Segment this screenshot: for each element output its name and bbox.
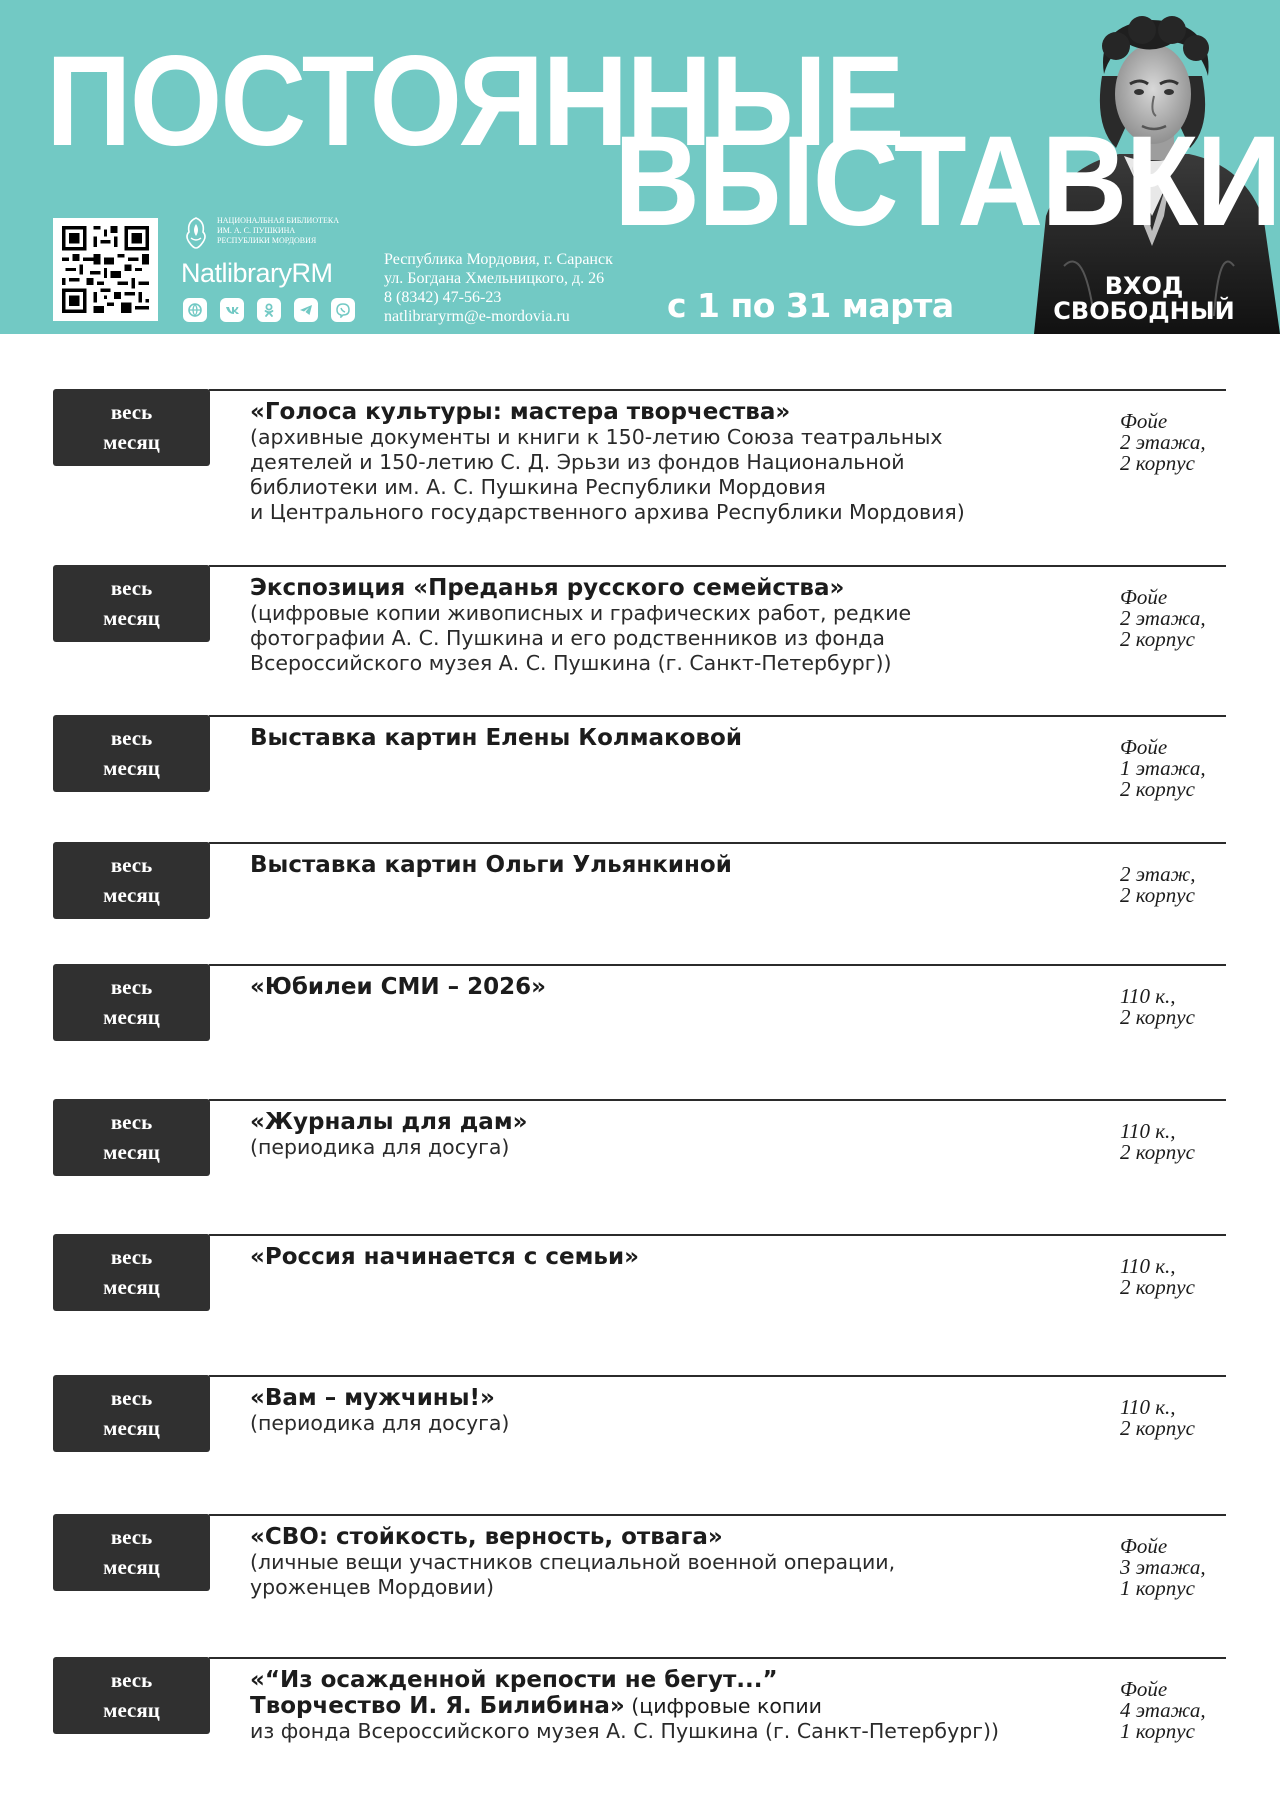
title-line: «Голоса культуры: мастера творчества»	[250, 399, 791, 425]
exhibition-description	[250, 425, 1110, 525]
badge-line: месяц	[103, 1416, 160, 1440]
item-divider	[209, 842, 1226, 844]
ok-icon[interactable]	[257, 298, 281, 322]
badge-line: месяц	[103, 430, 160, 454]
item-divider	[209, 1099, 1226, 1101]
period-badge	[53, 1657, 210, 1734]
location-line: 1 этажа,	[1120, 756, 1206, 780]
location-line: 2 этажа,	[1120, 606, 1206, 630]
exhibition-description	[250, 1411, 1110, 1436]
badge-line: весь	[110, 975, 153, 999]
title-line: Экспозиция «Преданья русского семейства»	[250, 575, 845, 601]
exhibition-title	[250, 1524, 1110, 1550]
description-line: и Центрального государственного архива Республики Мордовия)	[250, 500, 965, 524]
period-badge	[53, 1099, 210, 1176]
location-line: 110 к.,	[1120, 1119, 1176, 1143]
title-line: «Вам – мужчины!»	[250, 1385, 495, 1411]
exhibition-location	[1120, 587, 1230, 650]
exhibition-title	[250, 852, 1110, 878]
location-line: 2 корпус	[1120, 777, 1195, 801]
badge-line: весь	[110, 1525, 153, 1549]
exhibition-title	[250, 974, 1110, 1000]
item-divider	[209, 565, 1226, 567]
item-divider	[209, 964, 1226, 966]
badge-line: весь	[110, 576, 153, 600]
logo-caption	[217, 216, 367, 246]
exhibition-description	[250, 1550, 1110, 1600]
badge-line: весь	[110, 1668, 153, 1692]
exhibition-description	[250, 1135, 1110, 1160]
title-line: Выставка картин Ольги Ульянкиной	[250, 852, 732, 878]
badge-line: весь	[110, 1386, 153, 1410]
qr-code[interactable]	[53, 218, 158, 321]
location-line: Фойе	[1120, 409, 1168, 433]
description-line: фотографии А. С. Пушкина и его родственников из фонда	[250, 626, 885, 650]
location-line: 1 корпус	[1120, 1576, 1195, 1600]
exhibition-title	[250, 1109, 1110, 1135]
badge-line: месяц	[103, 756, 160, 780]
location-line: 2 корпус	[1120, 1005, 1195, 1029]
location-line: 2 корпус	[1120, 451, 1195, 475]
location-line: 2 этаж,	[1120, 862, 1196, 886]
location-line: 2 этажа,	[1120, 430, 1206, 454]
item-divider	[209, 715, 1226, 717]
exhibition-title	[250, 575, 1110, 601]
badge-line: месяц	[103, 1140, 160, 1164]
location-line: 2 корпус	[1120, 1275, 1195, 1299]
exhibition-title	[250, 1244, 1110, 1270]
brand-name: NatlibraryRM	[181, 258, 333, 288]
telegram-icon[interactable]	[294, 298, 318, 322]
description-inline: (цифровые копии	[624, 1694, 822, 1718]
library-emblem-icon	[181, 216, 211, 250]
title-line: Творчество И. Я. Билибина»	[250, 1693, 625, 1719]
badge-line: месяц	[103, 1698, 160, 1722]
title-line: «СВО: стойкость, верность, отвага»	[250, 1524, 723, 1550]
location-line: Фойе	[1120, 585, 1168, 609]
title-line: «Юбилеи СМИ – 2026»	[250, 974, 547, 1000]
header-banner	[0, 0, 1280, 334]
exhibition-content	[250, 1524, 1110, 1600]
exhibition-content	[250, 1667, 1110, 1744]
exhibition-content	[250, 852, 1110, 878]
exhibition-location	[1120, 986, 1230, 1028]
location-line: 1 корпус	[1120, 1719, 1195, 1743]
description-line: (периодика для досуга)	[250, 1411, 510, 1435]
item-divider	[209, 1514, 1226, 1516]
title-line: «“Из осажденной крепости не бегут...”	[250, 1667, 778, 1693]
description-line: (цифровые копии живописных и графических работ, редкие	[250, 601, 912, 625]
library-logo	[181, 214, 361, 324]
location-line: 110 к.,	[1120, 1395, 1176, 1419]
phone-number: 8 (8342) 47-56-23	[384, 289, 502, 306]
exhibition-location	[1120, 1121, 1230, 1163]
email-address[interactable]: natlibraryrm@e-mordovia.ru	[384, 308, 570, 325]
period-badge	[53, 1514, 210, 1591]
exhibition-description	[250, 1719, 1110, 1744]
description-line: (архивные документы и книги к 150-летию Союза театральных	[250, 425, 943, 449]
description-line: (личные вещи участников специальной военной операции,	[250, 1550, 896, 1574]
item-divider	[209, 1234, 1226, 1236]
title-line-with-tail	[250, 1693, 1110, 1719]
exhibition-location	[1120, 864, 1230, 906]
location-line: Фойе	[1120, 1534, 1168, 1558]
location-line: Фойе	[1120, 735, 1168, 759]
exhibition-description	[250, 601, 1110, 676]
exhibition-location	[1120, 411, 1230, 474]
period-badge	[53, 565, 210, 642]
location-line: 110 к.,	[1120, 1254, 1176, 1278]
period-badge	[53, 842, 210, 919]
date-range: с 1 по 31 марта	[667, 286, 954, 325]
entry-line: СВОБОДНЫЙ	[1053, 297, 1235, 325]
period-badge	[53, 715, 210, 792]
exhibition-location	[1120, 1536, 1230, 1599]
exhibition-location	[1120, 1679, 1230, 1742]
exhibition-content	[250, 974, 1110, 1000]
badge-line: весь	[110, 400, 153, 424]
vk-icon[interactable]	[220, 298, 244, 322]
logo-caption-line: РЕСПУБЛИКИ МОРДОВИЯ	[217, 236, 317, 245]
title-line-2: ВЫСТАВКИ	[614, 110, 1280, 253]
logo-caption-line: ИМ. А. С. ПУШКИНА	[217, 226, 296, 235]
free-entry-label	[1044, 274, 1244, 324]
badge-line: месяц	[103, 1275, 160, 1299]
globe-icon[interactable]	[183, 298, 207, 322]
exhibition-content	[250, 1385, 1110, 1436]
badge-line: весь	[110, 853, 153, 877]
title-line: «Журналы для дам»	[250, 1109, 528, 1135]
badge-line: весь	[110, 1245, 153, 1269]
exhibition-location	[1120, 1256, 1230, 1298]
description-line: (периодика для досуга)	[250, 1135, 510, 1159]
badge-line: месяц	[103, 1005, 160, 1029]
description-line: уроженцев Мордовии)	[250, 1575, 495, 1599]
exhibition-content	[250, 1244, 1110, 1270]
period-badge	[53, 964, 210, 1041]
period-badge	[53, 389, 210, 466]
address-line: Республика Мордовия, г. Саранск	[384, 251, 613, 268]
badge-line: месяц	[103, 883, 160, 907]
description-line: из фонда Всероссийского музея А. С. Пушкина (г. Санкт-Петербург))	[250, 1719, 999, 1743]
exhibition-content	[250, 725, 1110, 751]
item-divider	[209, 1657, 1226, 1659]
exhibition-content	[250, 399, 1110, 525]
exhibition-location	[1120, 737, 1230, 800]
library-address	[384, 250, 613, 326]
social-links	[183, 298, 355, 322]
exhibition-content	[250, 1109, 1110, 1160]
logo-caption-line: НАЦИОНАЛЬНАЯ БИБЛИОТЕКА	[217, 216, 339, 225]
exhibition-title	[250, 1667, 1110, 1719]
exhibition-title	[250, 1385, 1110, 1411]
location-line: 2 корпус	[1120, 1416, 1195, 1440]
item-divider	[209, 1375, 1226, 1377]
description-line: Всероссийского музея А. С. Пушкина (г. Санкт-Петербург))	[250, 651, 892, 675]
entry-line: ВХОД	[1104, 272, 1184, 300]
location-line: Фойе	[1120, 1677, 1168, 1701]
viber-icon[interactable]	[331, 298, 355, 322]
description-line: деятелей и 150-летию С. Д. Эрьзи из фондов Национальной	[250, 450, 905, 474]
location-line: 2 корпус	[1120, 1140, 1195, 1164]
badge-line: месяц	[103, 1555, 160, 1579]
period-badge	[53, 1375, 210, 1452]
location-line: 2 корпус	[1120, 627, 1195, 651]
exhibition-title	[250, 399, 1110, 425]
title-line: «Россия начинается с семьи»	[250, 1244, 639, 1270]
title-line-1: ПОСТОЯННЫЕ	[46, 30, 903, 173]
location-line: 2 корпус	[1120, 883, 1195, 907]
item-divider	[209, 389, 1226, 391]
exhibition-location	[1120, 1397, 1230, 1439]
title-line: Выставка картин Елены Колмаковой	[250, 725, 742, 751]
exhibition-content	[250, 575, 1110, 676]
badge-line: весь	[110, 1110, 153, 1134]
exhibition-title	[250, 725, 1110, 751]
location-line: 4 этажа,	[1120, 1698, 1206, 1722]
location-line: 3 этажа,	[1120, 1555, 1206, 1579]
address-line: ул. Богдана Хмельницкого, д. 26	[384, 270, 605, 287]
description-line: библиотеки им. А. С. Пушкина Республики Мордовия	[250, 475, 826, 499]
badge-line: весь	[110, 726, 153, 750]
period-badge	[53, 1234, 210, 1311]
badge-line: месяц	[103, 606, 160, 630]
location-line: 110 к.,	[1120, 984, 1176, 1008]
